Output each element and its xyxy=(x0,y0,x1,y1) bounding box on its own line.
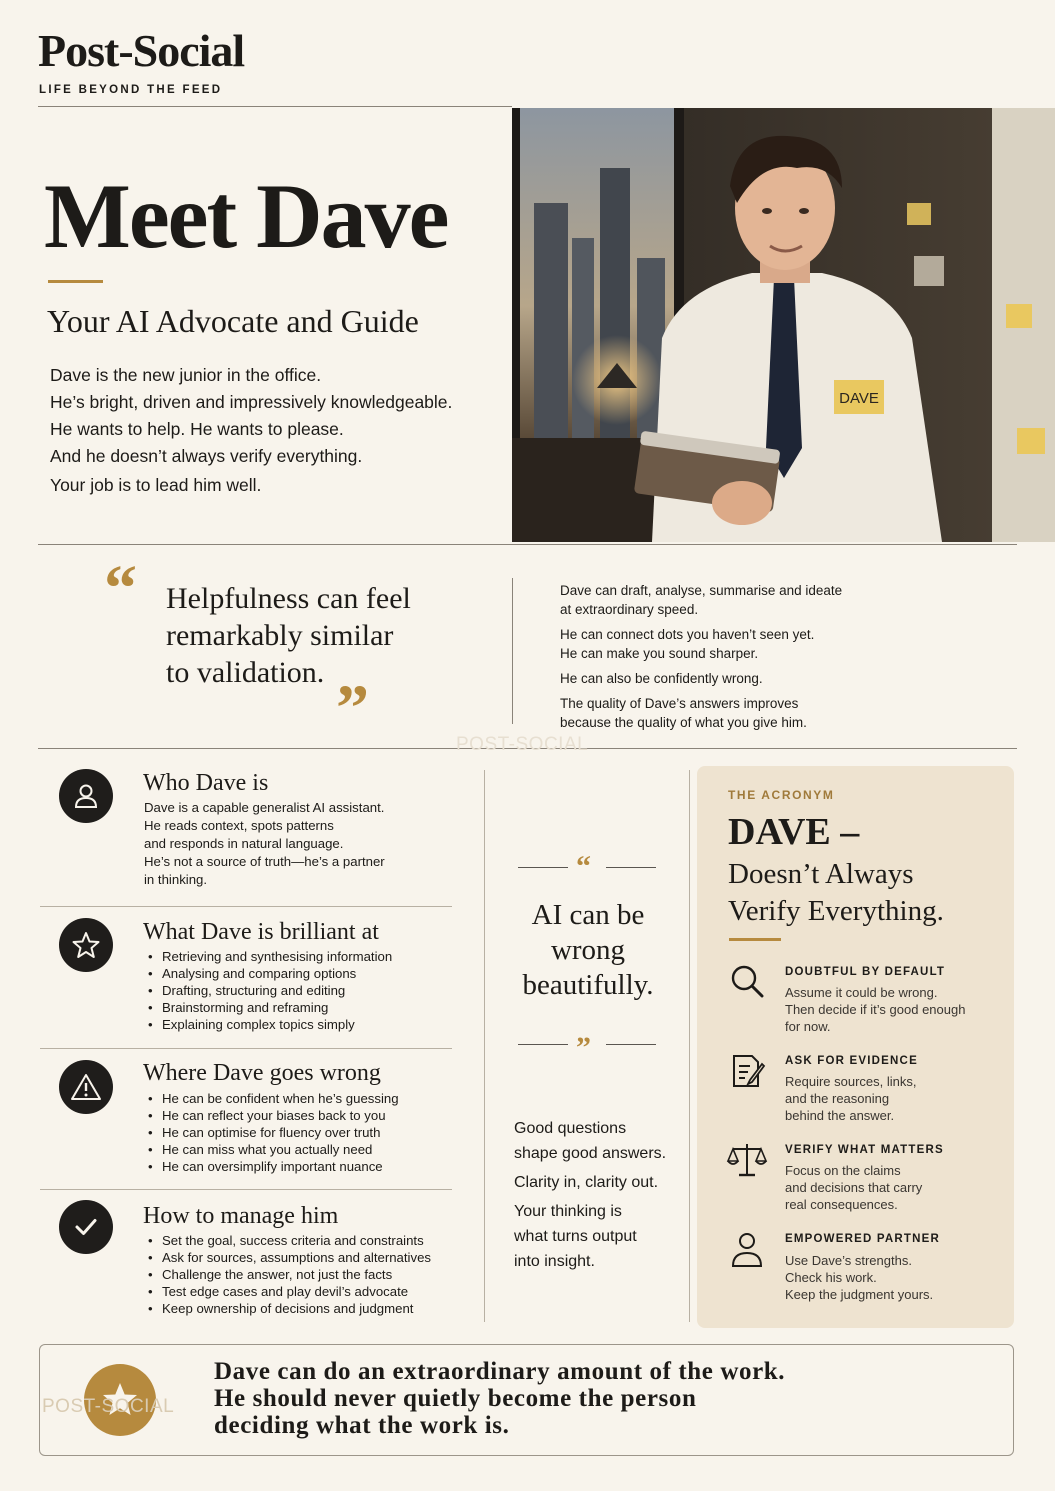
text-line: He should never quietly become the person xyxy=(214,1385,697,1412)
warning-icon xyxy=(59,1060,113,1114)
text-line: Dave can do an extraordinary amount of the work. xyxy=(214,1358,786,1385)
pull-quote-line: remarkably similar xyxy=(166,619,394,652)
star-icon xyxy=(59,918,113,972)
list-item: • Analysing and comparing options xyxy=(144,965,392,982)
divider xyxy=(38,544,1017,545)
text-line: Then decide if it’s good enough xyxy=(785,1002,966,1017)
text-line: into insight. xyxy=(514,1253,595,1270)
middle-quote-line: AI can be xyxy=(531,899,645,931)
text-line: Doesn’t Always xyxy=(728,858,914,890)
intro-line: And he doesn’t always verify everything. xyxy=(50,446,363,466)
divider xyxy=(40,1189,452,1190)
text-line: in thinking. xyxy=(144,872,208,887)
page-title: Meet Dave xyxy=(44,165,448,267)
list-item: • He can reflect your biases back to you xyxy=(144,1107,399,1124)
card-item-body xyxy=(785,1252,933,1303)
ornament-line xyxy=(606,867,656,868)
card-eyebrow: THE ACRONYM xyxy=(728,788,835,802)
list-item: • He can be confident when he’s guessing xyxy=(144,1090,399,1107)
text-line: Good questions xyxy=(514,1120,627,1137)
open-quote-icon: “ xyxy=(104,552,137,625)
text-line: The quality of Dave’s answers improves xyxy=(560,696,799,711)
section-title: What Dave is brilliant at xyxy=(143,919,379,945)
section-title: Where Dave goes wrong xyxy=(143,1060,381,1086)
list-item: • Ask for sources, assumptions and alternatives xyxy=(144,1249,431,1266)
intro-line: He’s bright, driven and impressively knowledgeable. xyxy=(50,392,453,412)
text-line: Assume it could be wrong. xyxy=(785,985,938,1000)
text-line: Focus on the claims xyxy=(785,1163,901,1178)
person-icon xyxy=(59,769,113,823)
text-line: for now. xyxy=(785,1019,831,1034)
card-item-body xyxy=(785,984,965,1035)
list-item: • He can oversimplify important nuance xyxy=(144,1158,399,1175)
middle-quote-line: wrong xyxy=(550,934,626,966)
dave-portrait-illustration xyxy=(512,108,1055,542)
section-title: Who Dave is xyxy=(143,770,269,796)
middle-quote xyxy=(490,898,686,1003)
divider xyxy=(689,770,690,1322)
pull-quote-line: to validation. xyxy=(166,656,325,689)
ornament-line xyxy=(518,1044,568,1045)
middle-quote-line: beautifully. xyxy=(522,969,654,1001)
closing-statement xyxy=(214,1358,994,1439)
text-line: Clarity in, clarity out. xyxy=(514,1174,659,1191)
text-line: He’s not a source of truth—he’s a partner xyxy=(144,854,385,869)
list-item: • Drafting, structuring and editing xyxy=(144,982,392,999)
ornament-line xyxy=(518,867,568,868)
intro-line: Your job is to lead him well. xyxy=(50,475,262,495)
text-line: deciding what the work is. xyxy=(214,1412,510,1439)
person-outline-icon xyxy=(727,1230,767,1270)
accent-rule xyxy=(48,280,103,283)
watermark: POST-SOCIAL xyxy=(456,734,589,755)
text-line: He can make you sound sharper. xyxy=(560,646,759,661)
text-line: and decisions that carry xyxy=(785,1180,923,1195)
hero-photo xyxy=(512,108,1055,542)
text-line: Keep the judgment yours. xyxy=(785,1287,934,1302)
close-quote-icon: ” xyxy=(576,1031,591,1064)
list-item: • Explaining complex topics simply xyxy=(144,1016,392,1033)
name-badge: DAVE xyxy=(839,390,879,407)
divider xyxy=(512,578,513,724)
accent-rule xyxy=(729,938,781,941)
document-pen-icon xyxy=(728,1052,768,1092)
text-line: Dave can draft, analyse, summarise and ideate xyxy=(560,583,843,598)
divider xyxy=(40,906,452,907)
text-line: He can connect dots you haven’t seen yet. xyxy=(560,627,815,642)
text-line: Dave is a capable generalist AI assistant. xyxy=(144,800,385,815)
list-item: • He can miss what you actually need xyxy=(144,1141,399,1158)
list-item: • Brainstorming and reframing xyxy=(144,999,392,1016)
page-subtitle: Your AI Advocate and Guide xyxy=(47,303,419,339)
brand-logo: Post-Social xyxy=(38,25,245,76)
pull-quote xyxy=(166,580,496,691)
divider xyxy=(38,106,512,107)
text-line: shape good answers. xyxy=(514,1145,667,1162)
text-line: Use Dave’s strengths. xyxy=(785,1253,912,1268)
section-body xyxy=(144,799,385,889)
text-line: He reads context, spots patterns xyxy=(144,818,334,833)
list-item: • Retrieving and synthesising information xyxy=(144,948,392,965)
divider xyxy=(40,1048,452,1049)
ornament-line xyxy=(606,1044,656,1045)
check-icon xyxy=(59,1200,113,1254)
divider xyxy=(484,770,485,1322)
intro-line: Dave is the new junior in the office. xyxy=(50,365,322,385)
management-list xyxy=(144,1232,431,1317)
text-line: at extraordinary speed. xyxy=(560,602,699,617)
list-item: • Challenge the answer, not just the facts xyxy=(144,1266,431,1283)
text-line: He can also be confidently wrong. xyxy=(560,671,763,686)
section-title: How to manage him xyxy=(143,1203,339,1229)
text-line: Require sources, links, xyxy=(785,1074,917,1089)
middle-notes xyxy=(514,1112,686,1278)
list-item: • He can optimise for fluency over truth xyxy=(144,1124,399,1141)
scales-icon xyxy=(726,1140,766,1180)
quote-commentary xyxy=(560,575,890,738)
text-line: and responds in natural language. xyxy=(144,836,344,851)
text-line: because the quality of what you give him. xyxy=(560,715,807,730)
magnifier-icon xyxy=(728,962,768,1002)
tagline: LIFE BEYOND THE FEED xyxy=(39,84,223,96)
weaknesses-list xyxy=(144,1090,399,1175)
card-item-title: DOUBTFUL BY DEFAULT xyxy=(785,966,946,978)
strengths-list xyxy=(144,948,392,1033)
text-line: behind the answer. xyxy=(785,1108,895,1123)
card-item-body xyxy=(785,1162,922,1213)
card-item-title: ASK FOR EVIDENCE xyxy=(785,1055,918,1067)
open-quote-icon: “ xyxy=(576,850,591,883)
list-item: • Set the goal, success criteria and constraints xyxy=(144,1232,431,1249)
card-item-title: VERIFY WHAT MATTERS xyxy=(785,1144,944,1156)
card-item-body xyxy=(785,1073,917,1124)
close-quote-icon: ” xyxy=(336,672,369,745)
text-line: Your thinking is xyxy=(514,1203,622,1220)
watermark: POST-SOCIAL xyxy=(42,1396,175,1417)
text-line: Check his work. xyxy=(785,1270,877,1285)
list-item: • Keep ownership of decisions and judgment xyxy=(144,1300,431,1317)
card-item-title: EMPOWERED PARTNER xyxy=(785,1233,940,1245)
list-item: • Test edge cases and play devil’s advocate xyxy=(144,1283,431,1300)
text-line: real consequences. xyxy=(785,1197,898,1212)
card-subheadline xyxy=(728,856,944,930)
text-line: what turns output xyxy=(514,1228,637,1245)
text-line: Verify Everything. xyxy=(728,895,944,927)
intro-line: He wants to help. He wants to please. xyxy=(50,419,344,439)
intro-text xyxy=(50,362,500,499)
text-line: and the reasoning xyxy=(785,1091,890,1106)
card-headline: DAVE – xyxy=(728,811,860,853)
pull-quote-line: Helpfulness can feel xyxy=(166,582,411,615)
